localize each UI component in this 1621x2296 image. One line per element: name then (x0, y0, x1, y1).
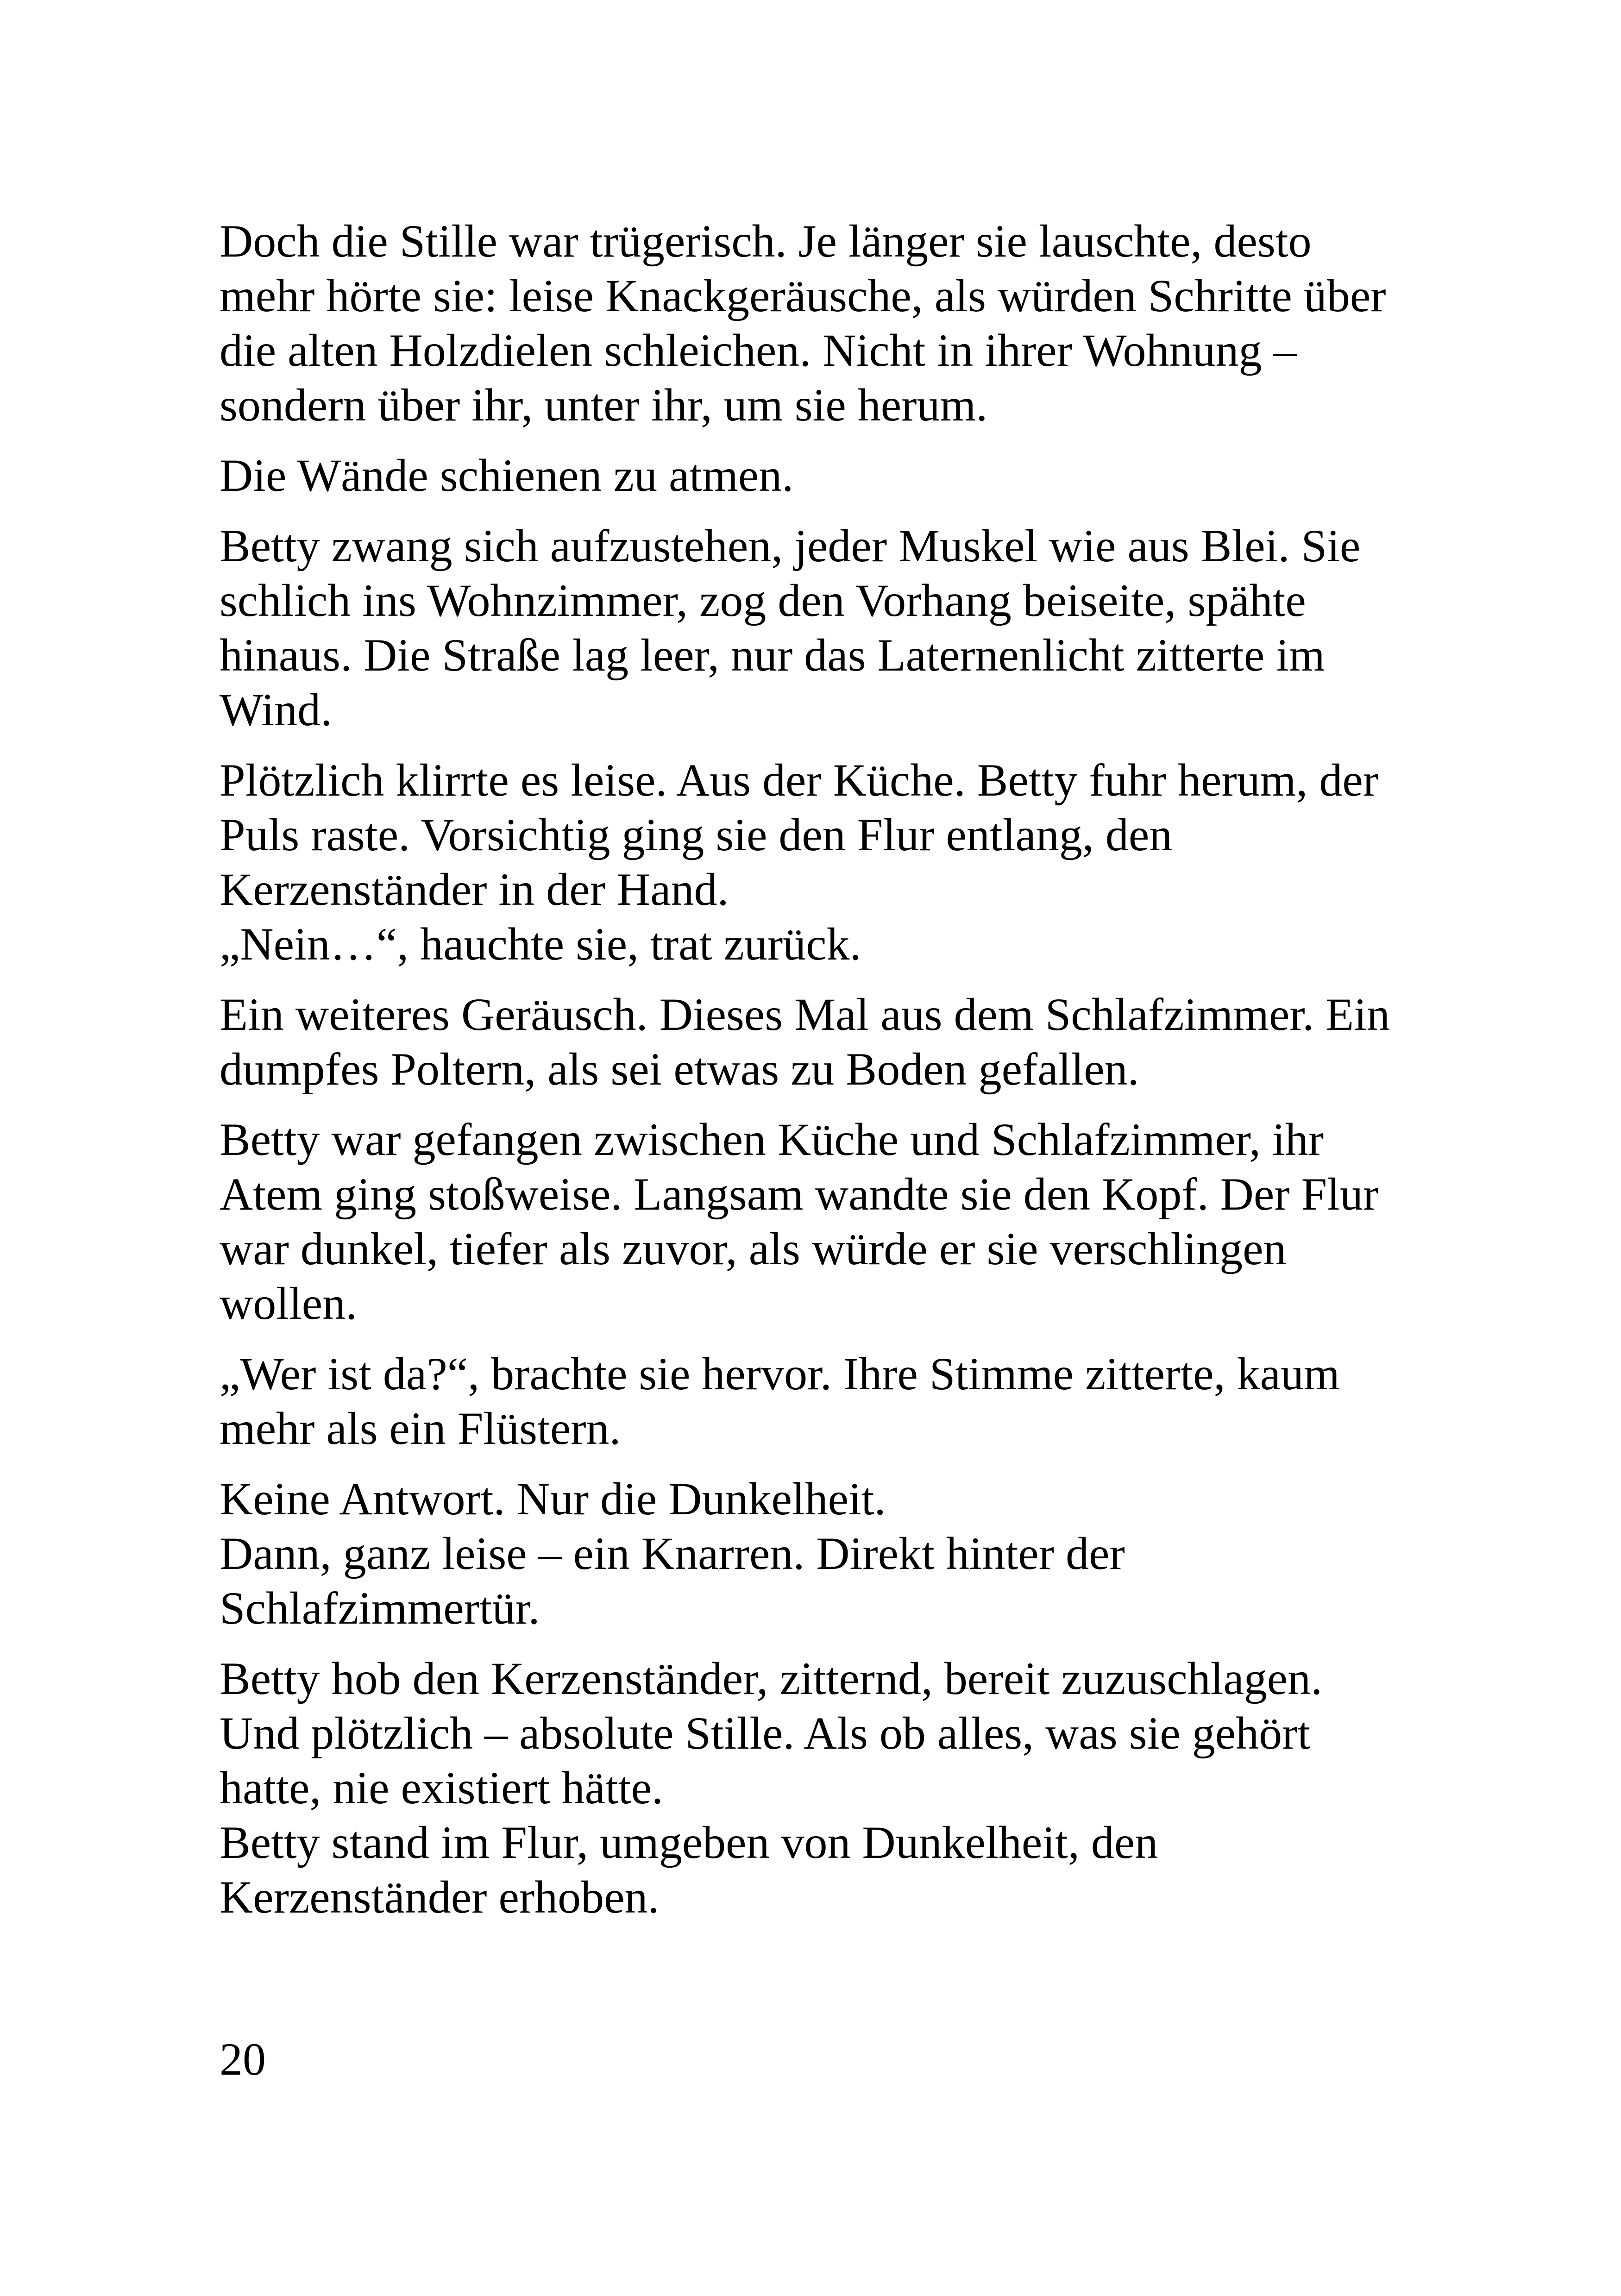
text-line: Betty war gefangen zwischen Küche und Schlafzimmer, ihr (220, 1114, 1324, 1165)
text-line: Doch die Stille war trügerisch. Je länger sie lauschte, desto (220, 215, 1312, 267)
text-line: Wind. (220, 684, 333, 735)
text-line: „Wer ist da?“, brachte sie hervor. Ihre Stimme zitterte, kaum (220, 1348, 1340, 1399)
text-line: Keine Antwort. Nur die Dunkelheit. (220, 1473, 886, 1524)
text-line: hatte, nie existiert hätte. (220, 1762, 663, 1813)
paragraph (220, 1112, 1433, 1331)
paragraph (220, 1651, 1433, 1925)
text-line: „Nein…“, hauchte sie, trat zurück. (220, 918, 861, 970)
text-line: hinaus. Die Straße lag leer, nur das Laternenlicht zitterte im (220, 629, 1325, 681)
paragraph (220, 214, 1433, 433)
paragraph (220, 753, 1433, 972)
paragraph (220, 987, 1433, 1097)
text-line: Kerzenständer erhoben. (220, 1871, 660, 1923)
paragraph (220, 519, 1433, 737)
page-number: 20 (220, 2033, 266, 2085)
text-line: Ein weiteres Geräusch. Dieses Mal aus dem Schlafzimmer. Ein (220, 989, 1390, 1040)
text-line: Betty stand im Flur, umgeben von Dunkelheit, den (220, 1817, 1158, 1868)
text-line: Plötzlich klirrte es leise. Aus der Küche. Betty fuhr herum, der (220, 754, 1379, 806)
text-line: dumpfes Poltern, als sei etwas zu Boden gefallen. (220, 1043, 1139, 1095)
text-line: war dunkel, tiefer als zuvor, als würde er sie verschlingen (220, 1223, 1287, 1274)
text-line: die alten Holzdielen schleichen. Nicht in ihrer Wohnung – (220, 325, 1297, 376)
paragraph (220, 448, 1433, 503)
paragraph (220, 1472, 1433, 1636)
text-line: Betty zwang sich aufzustehen, jeder Muskel wie aus Blei. Sie (220, 520, 1361, 571)
text-line: wollen. (220, 1278, 358, 1329)
text-line: Schlafzimmertür. (220, 1582, 540, 1634)
text-line: Die Wände schienen zu atmen. (220, 450, 794, 501)
text-line: Und plötzlich – absolute Stille. Als ob alles, was sie gehört (220, 1707, 1311, 1759)
paragraph (220, 1347, 1433, 1456)
text-line: schlich ins Wohnzimmer, zog den Vorhang beiseite, spähte (220, 575, 1306, 626)
text-line: Puls raste. Vorsichtig ging sie den Flur entlang, den (220, 809, 1173, 860)
text-line: mehr als ein Flüstern. (220, 1403, 621, 1454)
text-line: sondern über ihr, unter ihr, um sie herum. (220, 379, 988, 431)
text-line: Dann, ganz leise – ein Knarren. Direkt hinter der (220, 1528, 1125, 1579)
text-line: Kerzenständer in der Hand. (220, 864, 729, 915)
text-line: mehr hörte sie: leise Knackgeräusche, als würden Schritte über (220, 270, 1386, 321)
text-line: Betty hob den Kerzenständer, zitternd, bereit zuzuschlagen. (220, 1653, 1323, 1704)
body-text (220, 214, 1433, 1940)
text-line: Atem ging stoßweise. Langsam wandte sie den Kopf. Der Flur (220, 1168, 1379, 1220)
